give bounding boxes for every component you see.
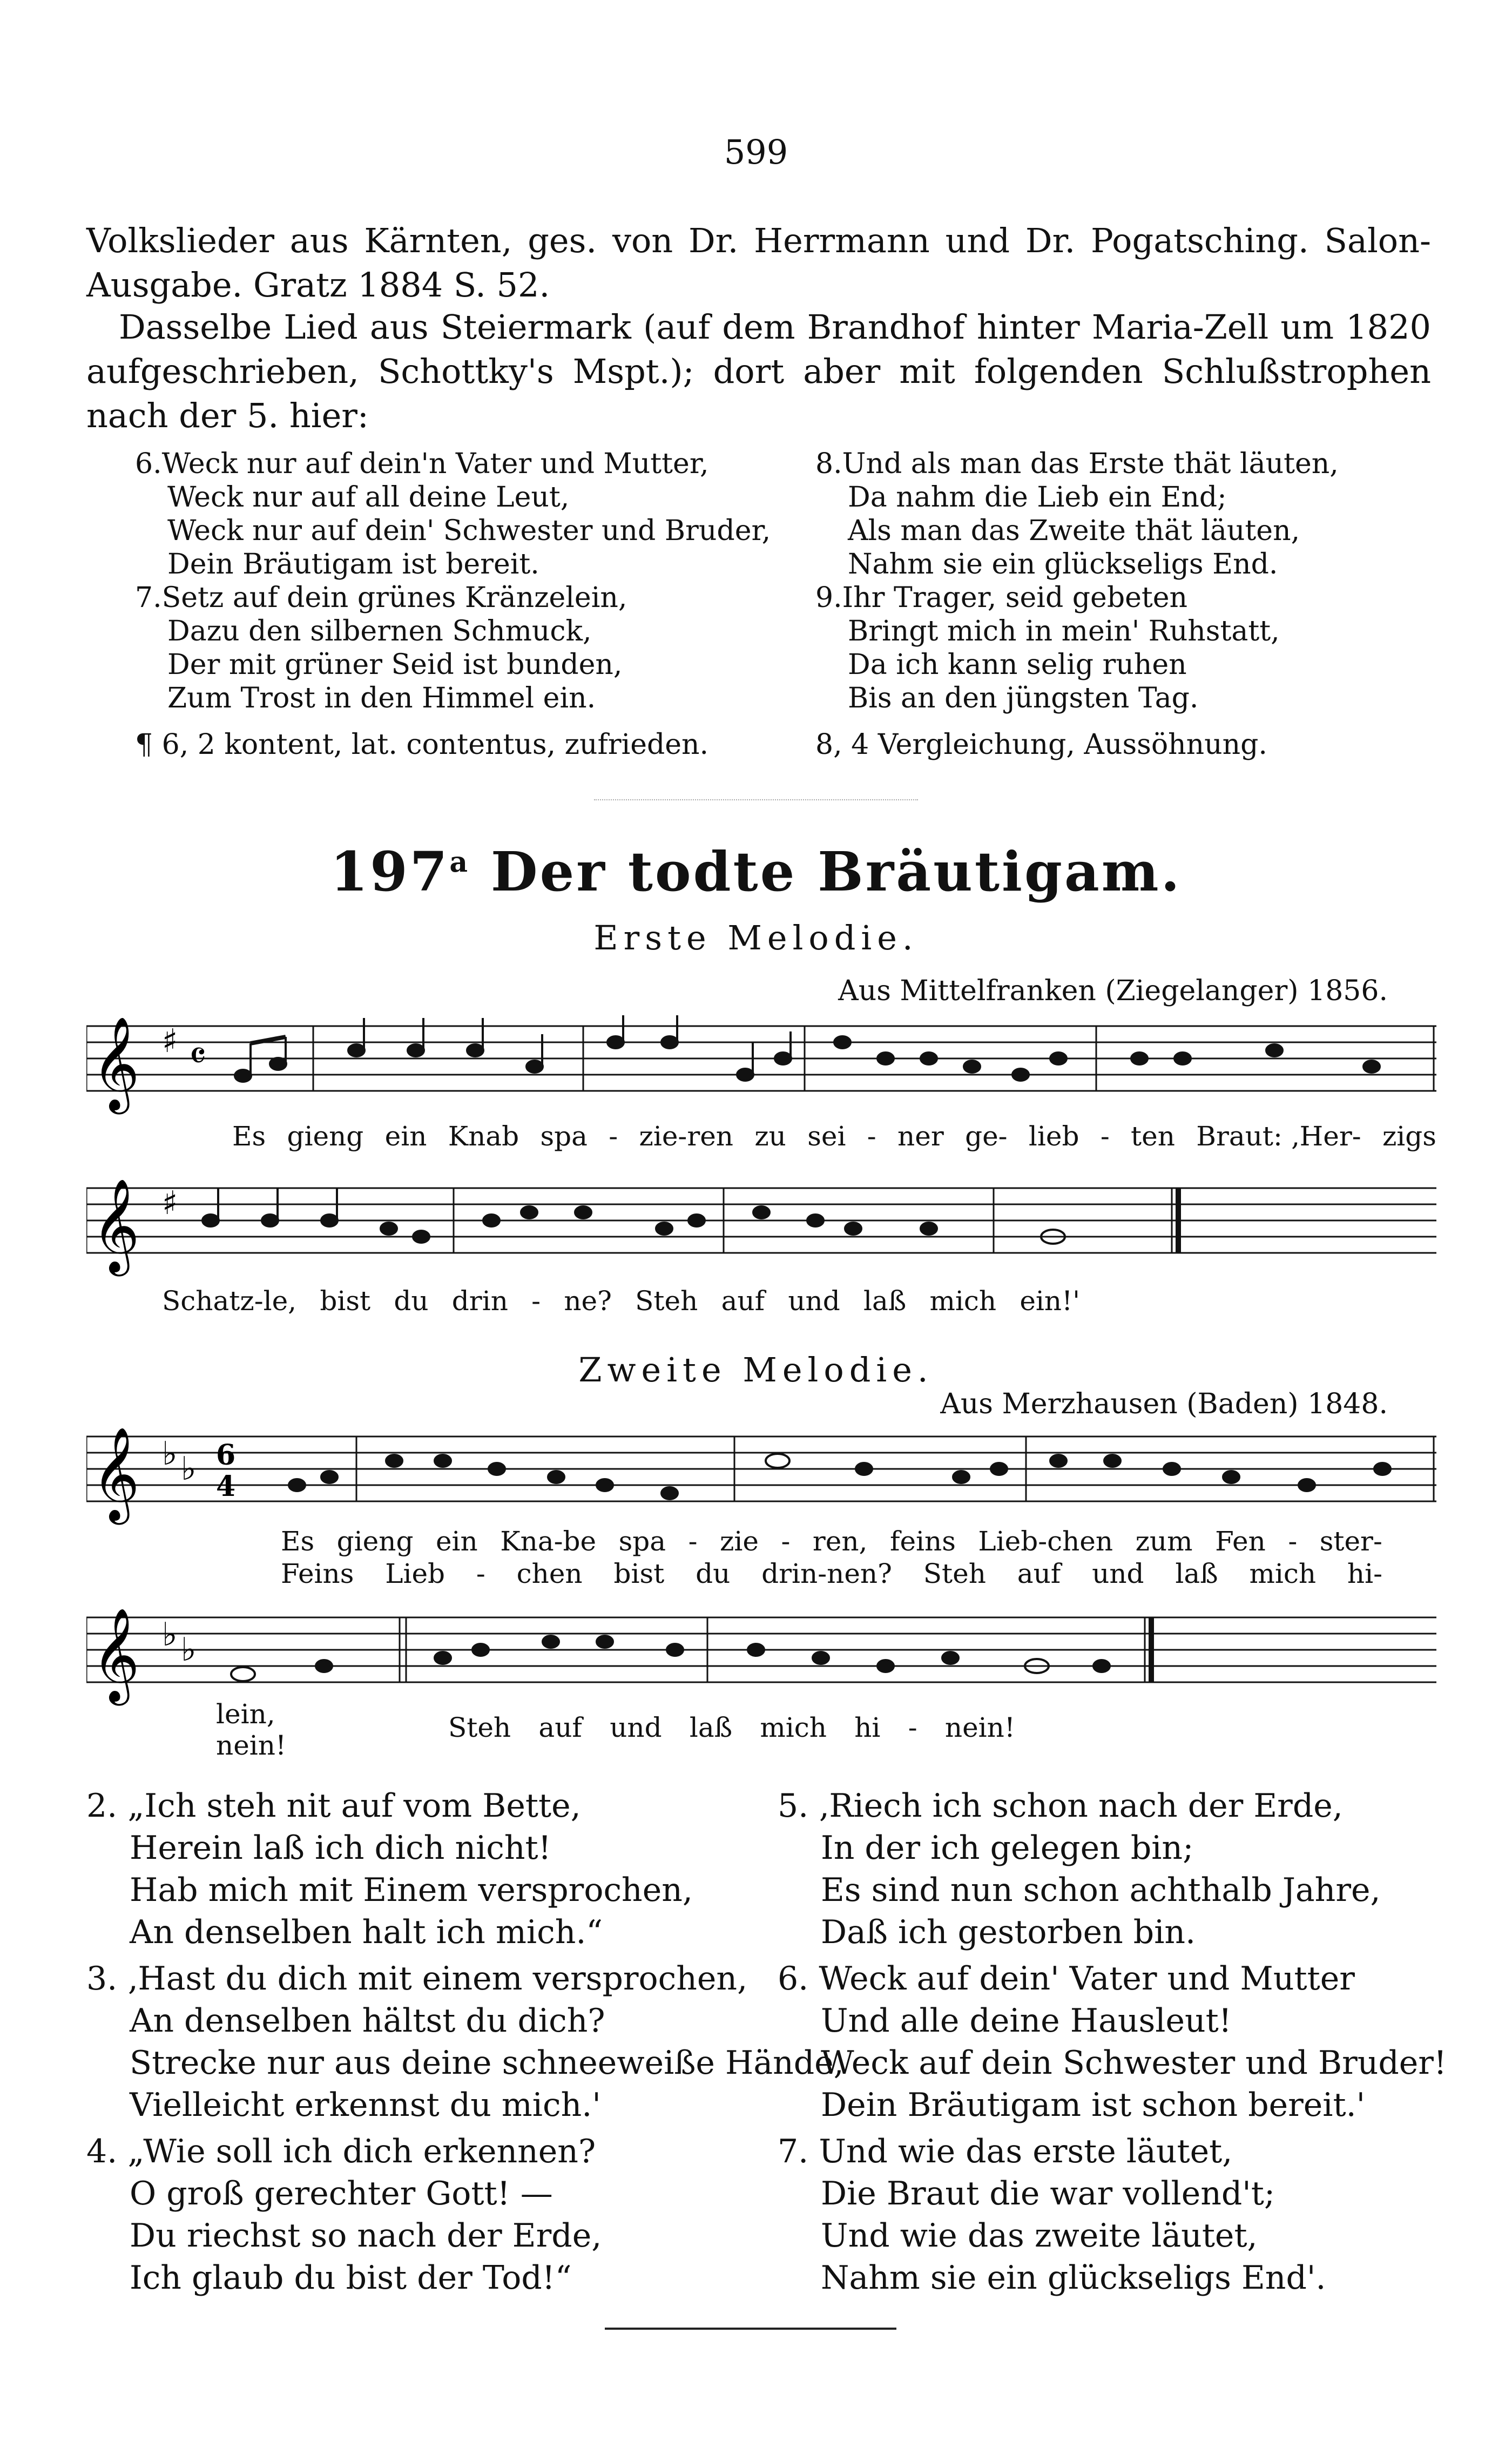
lyric-syllable: Steh [635, 1285, 698, 1317]
lyric-syllable: - [688, 1526, 698, 1557]
lyric-syllable: ne? [564, 1285, 612, 1317]
song-number-suffix: a [449, 846, 470, 879]
stanza-line: Weck auf dein' Vater und Mutter [819, 1960, 1355, 1998]
stanza-line: Dazu den silbernen Schmuck, [167, 615, 592, 648]
lyric-syllable: mich [760, 1712, 827, 1743]
stanza-line: Und wie das zweite läutet, [821, 2217, 1258, 2255]
stanza-line: Weck nur auf dein' Schwester und Bruder, [167, 515, 771, 547]
stanza-line: An denselben hältst du dich? [130, 2002, 605, 2040]
treble-clef-icon: 𝄞 [92, 1016, 140, 1110]
melody2-lyrics-row-2a [216, 1698, 324, 1761]
sharp-icon: ♯ [162, 1022, 178, 1060]
stanza-number: 7. [778, 2133, 809, 2170]
stanza-number: 6. [778, 1960, 809, 1998]
lyric-syllable: bist [613, 1558, 665, 1589]
melody1-heading: Erste Melodie. [593, 918, 919, 957]
sharp-icon: ♯ [162, 1184, 178, 1222]
lyric-syllable: hi [854, 1712, 881, 1743]
bottom-stanzas-left [86, 1785, 844, 2299]
time-signature-numerator: 6 [216, 1439, 236, 1472]
lyric-syllable: Steh [448, 1712, 511, 1743]
stanza-line: „Wie soll ich dich erkennen? [127, 2133, 596, 2170]
stanza-9 [815, 581, 1436, 715]
lyric-syllable: - [781, 1526, 791, 1557]
lyric-syllable: Steh [923, 1558, 986, 1589]
lyric-syllable: ster- [1319, 1526, 1382, 1557]
stanza-line: O groß gerechter Gott! — [130, 2175, 553, 2213]
stanza-6 [135, 447, 783, 581]
song-number: 197 [330, 840, 450, 903]
stanza-8 [815, 447, 1436, 581]
lyric-syllable: - [867, 1121, 876, 1152]
lyric-syllable: Lieb-chen [978, 1526, 1113, 1557]
stanza-line: Weck nur auf dein'n Vater und Mutter, [161, 448, 709, 480]
stanza-line: Strecke nur aus deine schneeweiße Hände, [130, 2044, 844, 2082]
lyric-syllable: ner [897, 1121, 944, 1152]
stanza-2 [86, 1785, 761, 1953]
stanza-line: Und als man das Erste thät läuten, [842, 448, 1339, 480]
lyric-syllable: ren, [812, 1526, 868, 1557]
stanza-number: 7. [135, 582, 162, 614]
lyric-syllable: bist [320, 1285, 371, 1317]
stanza-line: Hab mich mit Einem versprochen, [130, 1871, 693, 1909]
lyric-syllable: drin [451, 1285, 508, 1317]
intro-source-paragraph: Volkslieder aus Kärnten, ges. von Dr. Herrmann und Dr. Pogatsching. Salon-Ausgabe. Gratz 1884 S. 52. [86, 221, 1431, 305]
top-stanzas-right [815, 447, 1436, 761]
lyric-syllable: spa [618, 1526, 666, 1557]
lyric-syllable: - [1288, 1526, 1298, 1557]
treble-clef-icon: 𝄞 [92, 1608, 140, 1702]
stanza-line: Setz auf dein grünes Kränzelein, [161, 582, 627, 614]
stanza-line: Und alle deine Hausleut! [821, 2002, 1232, 2040]
lyric-syllable: ten [1131, 1121, 1175, 1152]
lyric-syllable: ein [384, 1121, 427, 1152]
stanza-line: Als man das Zweite thät läuten, [848, 515, 1300, 547]
flat-icon: ♭ [181, 1450, 197, 1488]
stanza-line: Daß ich gestorben bin. [821, 1913, 1196, 1951]
lyric-syllable: sei [807, 1121, 846, 1152]
lyric-syllable: Es [232, 1121, 266, 1152]
lyric-syllable: Schatz-le, [162, 1285, 297, 1317]
stanza-line: Dein Bräutigam ist bereit. [167, 548, 539, 581]
flat-icon: ♭ [181, 1631, 197, 1669]
page-number: 599 [724, 132, 788, 172]
stanza-number: 9. [815, 582, 842, 614]
lyric-syllable: laß [863, 1285, 907, 1317]
flat-icon: ♭ [162, 1616, 178, 1654]
melody1-source: Aus Mittelfranken (Ziegelanger) 1856. [838, 975, 1388, 1007]
lyric-syllable: - [908, 1712, 917, 1743]
lyric-syllable: auf [538, 1712, 582, 1743]
lyric-syllable: nein! [216, 1730, 287, 1761]
lyric-syllable: gieng [336, 1526, 414, 1557]
stanza-number: 6. [135, 448, 162, 480]
lyric-syllable: ein!' [1020, 1285, 1080, 1317]
lyric-syllable: auf [721, 1285, 765, 1317]
stanza-line: Weck nur auf all deine Leut, [167, 481, 570, 514]
melody2-lyrics-row-1b [281, 1558, 1382, 1589]
stanza-line: In der ich gelegen bin; [821, 1829, 1194, 1867]
stanza-line: Und wie das erste läutet, [819, 2133, 1233, 2170]
lyric-syllable: - [609, 1121, 618, 1152]
lyric-syllable: laß [689, 1712, 733, 1743]
stanza-4 [86, 2130, 761, 2299]
lyric-syllable: lieb [1028, 1121, 1079, 1152]
lyric-syllable: ein [435, 1526, 478, 1557]
stanza-line: Der mit grüner Seid ist bunden, [167, 649, 623, 681]
lyric-syllable: hi- [1347, 1558, 1382, 1589]
melody2-staff-2-notes [231, 1636, 1110, 1681]
footnote-right: 8, 4 Vergleichung, Aussöhnung. [815, 729, 1267, 761]
lyric-syllable: lein, [216, 1698, 275, 1730]
melody2-lyrics-row-1a [281, 1526, 1382, 1557]
stanza-line: Herein laß ich dich nicht! [130, 1829, 551, 1867]
stanza-line: Nahm sie ein glückseligs End'. [821, 2259, 1326, 2297]
song-title [0, 840, 1512, 903]
melody1-staff-2 [86, 1177, 1436, 1285]
lyric-syllable: spa [540, 1121, 588, 1152]
stanza-line: Ich glaub du bist der Tod!“ [130, 2259, 572, 2297]
stanza-5 [778, 1785, 1442, 1953]
stanza-number: 3. [86, 1960, 118, 1998]
stanza-number: 5. [778, 1787, 809, 1825]
time-signature-denominator: 4 [216, 1470, 236, 1503]
stanza-number: 4. [86, 2133, 118, 2170]
intro-variant-paragraph: Dasselbe Lied aus Steiermark (auf dem Brandhof hinter Maria-Zell um 1820 aufgeschrieben, Schottky's Mspt.); dort aber mit folgenden Schlußstrophen nach der 5. hier: [86, 307, 1431, 435]
lyric-syllable: drin-nen? [761, 1558, 892, 1589]
lyric-syllable: nein! [944, 1712, 1015, 1743]
lyric-syllable: - [1100, 1121, 1110, 1152]
lyric-syllable: Kna-be [500, 1526, 597, 1557]
stanza-line: „Ich steh nit auf vom Bette, [127, 1787, 581, 1825]
stanza-line: ‚Riech ich schon nach der Erde, [819, 1787, 1343, 1825]
melody1-staff-2-notes [202, 1188, 1065, 1244]
lyric-syllable: Fen [1215, 1526, 1266, 1557]
stanza-line: Die Braut die war vollend't; [821, 2175, 1275, 2213]
stanza-line: Da ich kann selig ruhen [848, 649, 1187, 681]
lyric-syllable: laß [1175, 1558, 1218, 1589]
stanza-line: Nahm sie ein glückseligs End. [848, 548, 1278, 581]
stanza-line: Weck auf dein Schwester und Bruder! [821, 2044, 1447, 2082]
common-time-icon: 𝄴 [189, 1033, 207, 1078]
flat-icon: ♭ [162, 1435, 178, 1473]
melody1-lyrics-row-2 [162, 1285, 1080, 1317]
melody1-staff-1 [86, 1015, 1436, 1123]
lyric-syllable: Knab [448, 1121, 519, 1152]
stanza-line: Es sind nun schon achthalb Jahre, [821, 1871, 1381, 1909]
lyric-syllable: zigs [1382, 1121, 1436, 1152]
lyric-syllable: zum [1135, 1526, 1193, 1557]
melody1-lyrics-row-1 [232, 1121, 1436, 1152]
lyric-syllable: chen [516, 1558, 583, 1589]
top-stanzas-left [135, 447, 783, 761]
melody2-staff-1 [86, 1426, 1436, 1534]
stanza-line: Vielleicht erkennst du mich.' [130, 2086, 601, 2124]
stanza-line: An denselben halt ich mich.“ [130, 1913, 603, 1951]
lyric-syllable: mich [1249, 1558, 1317, 1589]
lyric-syllable: du [696, 1558, 731, 1589]
lyric-syllable: du [394, 1285, 429, 1317]
lyric-syllable: und [610, 1712, 662, 1743]
lyric-syllable: auf [1017, 1558, 1061, 1589]
stanza-7 [135, 581, 783, 715]
lyric-syllable: ge- [965, 1121, 1008, 1152]
melody2-lyrics-row-2b [448, 1712, 1015, 1743]
lyric-syllable: und [788, 1285, 840, 1317]
stanza-line: Zum Trost in den Himmel ein. [167, 682, 596, 714]
treble-clef-icon: 𝄞 [92, 1178, 140, 1272]
melody2-heading: Zweite Melodie. [578, 1350, 934, 1390]
stanza-line: Da nahm die Lieb ein End; [848, 481, 1227, 514]
stanza-number: 8. [815, 448, 842, 480]
stanza-3 [86, 1958, 844, 2126]
melody2-source: Aus Merzhausen (Baden) 1848. [940, 1388, 1388, 1420]
lyric-syllable: - [476, 1558, 485, 1589]
lyric-syllable: Es [281, 1526, 315, 1557]
stanza-line: Bringt mich in mein' Ruhstatt, [848, 615, 1280, 648]
stanza-6 [778, 1958, 1447, 2126]
bottom-stanzas-right [778, 1785, 1447, 2299]
closing-rule [605, 2328, 896, 2330]
stanza-line: Du riechst so nach der Erde, [130, 2217, 602, 2255]
lyric-syllable: mich [929, 1285, 997, 1317]
lyric-syllable: Braut: ‚Her- [1196, 1121, 1361, 1152]
lyric-syllable: und [1092, 1558, 1144, 1589]
stanza-7 [778, 2130, 1442, 2299]
section-divider [594, 799, 918, 801]
stanza-line: ‚Hast du dich mit einem versprochen, [127, 1960, 748, 1998]
stanza-number: 2. [86, 1787, 118, 1825]
lyric-syllable: Lieb [385, 1558, 446, 1589]
stanza-line: Dein Bräutigam ist schon bereit.' [821, 2086, 1366, 2124]
song-title-text: Der todte Bräutigam. [490, 840, 1182, 903]
lyric-syllable: zie-ren [639, 1121, 734, 1152]
lyric-syllable: zu [754, 1121, 786, 1152]
lyric-syllable: zie [720, 1526, 759, 1557]
melody1-staff-1-notes [235, 1015, 1380, 1082]
lyric-syllable: - [531, 1285, 541, 1317]
footnote-left: ¶ 6, 2 kontent, lat. contentus, zufrieden. [135, 729, 709, 761]
lyric-syllable: gieng [287, 1121, 364, 1152]
lyric-syllable: feins [889, 1526, 956, 1557]
melody2-staff-1-notes [289, 1454, 1390, 1499]
stanza-line: Ihr Trager, seid gebeten [842, 582, 1188, 614]
lyric-syllable: Feins [281, 1558, 354, 1589]
stanza-line: Bis an den jüngsten Tag. [848, 682, 1199, 714]
treble-clef-icon: 𝄞 [92, 1427, 140, 1521]
